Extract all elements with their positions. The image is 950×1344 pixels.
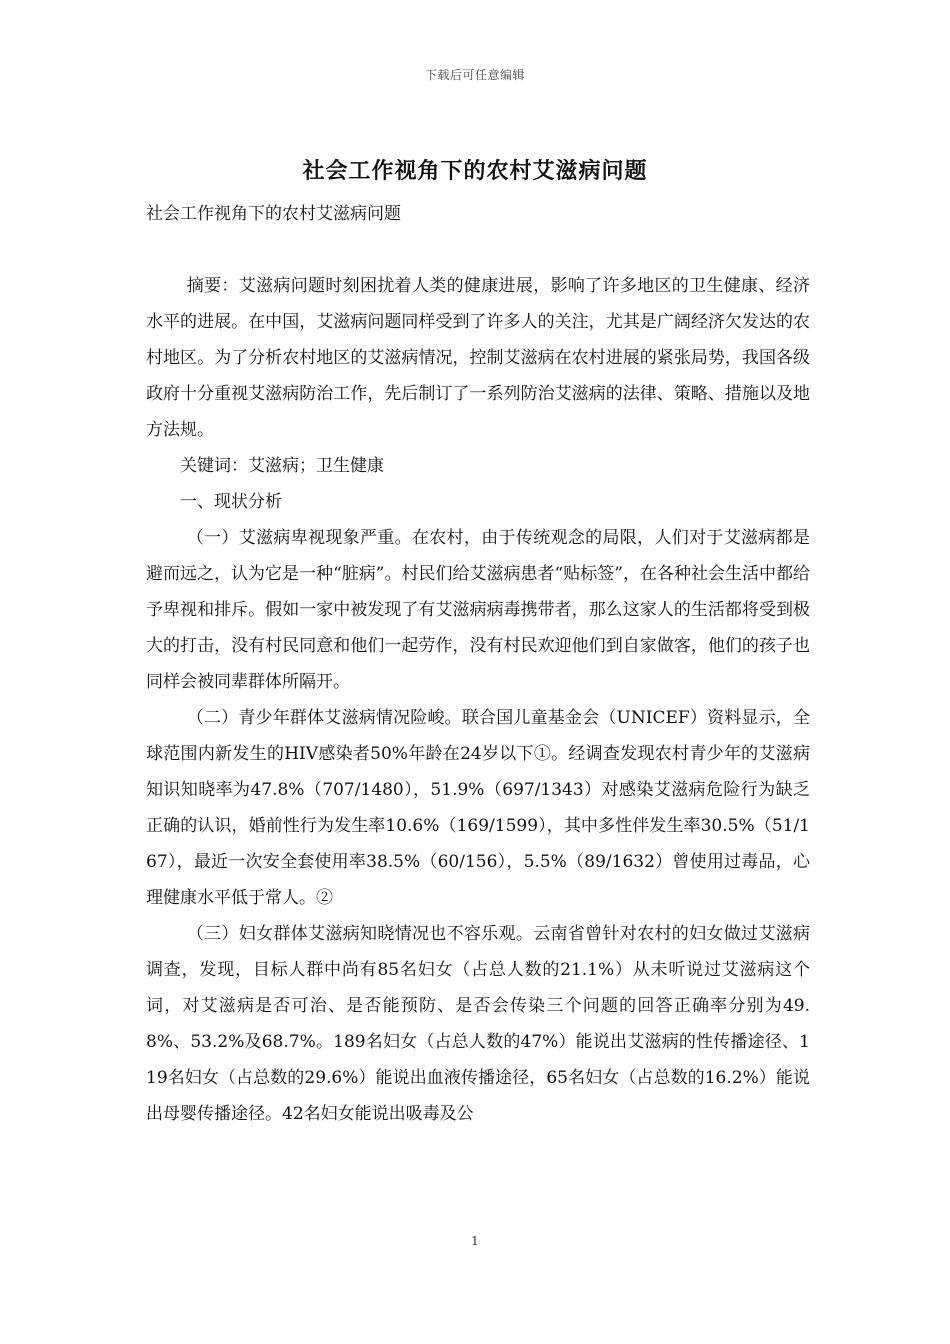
document-subtitle: 社会工作视角下的农村艾滋病问题 [146, 204, 401, 224]
abstract-paragraph: 摘要：艾滋病问题时刻困扰着人类的健康进展，影响了许多地区的卫生健康、经济水平的进展。在中国，艾滋病问题同样受到了许多人的关注，尤其是广阔经济欠发达的农村地区。为了分析农村地区的艾滋病情况，控制艾滋病在农村进展的紧张局势，我国各级政府十分重视艾滋病防治工作，先后制订了一系列防治艾滋病的法律、策略、措施以及地方法规。 [146, 276, 810, 440]
page-number: 1 [471, 1234, 479, 1248]
paragraph-discrimination: （一）艾滋病卑视现象严重。在农村，由于传统观念的局限，人们对于艾滋病都是避而远之，认为它是一种“脏病”。村民们给艾滋病患者“贴标签”，在各种社会生活中都给予卑视和排斥。假如一家中被发现了有艾滋病病毒携带者，那么这家人的生活都将受到极大的打击，没有村民同意和他们一起劳作，没有村民欢迎他们到自家做客，他们的孩子也同样会被同辈群体所隔开。 [146, 528, 810, 692]
document-body [146, 196, 810, 1132]
paragraph-women: （三）妇女群体艾滋病知晓情况也不容乐观。云南省曾针对农村的妇女做过艾滋病调查，发现，目标人群中尚有85名妇女（占总人数的21.1%）从未听说过艾滋病这个词，对艾滋病是否可治、是否能预防、是否会传染三个问题的回答正确率分别为49.8%、53.2%及68.7%。189名妇女（占总人数的47%）能说出艾滋病的性传播途径、119名妇女（占总数的29.6%）能说出血液传播途径，65名妇女（占总数的16.2%）能说出母婴传播途径。42名妇女能说出吸毒及公 [146, 924, 810, 1124]
paragraph-youth: （二）青少年群体艾滋病情况险峻。联合国儿童基金会（UNICEF）资料显示，全球范围内新发生的HIV感染者50%年龄在24岁以下①。经调查发现农村青少年的艾滋病知识知晓率为47.8%（707/1480），51.9%（697/1343）对感染艾滋病危险行为缺乏正确的认识，婚前性行为发生率10.6%（169/1599），其中多性伴发生率30.5%（51/167），最近一次安全套使用率38.5%（60/156），5.5%（89/1632）曾使用过毒品，心理健康水平低于常人。② [146, 708, 810, 908]
document-title: 社会工作视角下的农村艾滋病问题 [302, 158, 648, 184]
keywords-line: 关键词：艾滋病；卫生健康 [180, 456, 384, 476]
section-heading: 一、现状分析 [180, 492, 282, 512]
header-note: 下载后可任意编辑 [424, 68, 525, 82]
blank-line [146, 232, 810, 268]
